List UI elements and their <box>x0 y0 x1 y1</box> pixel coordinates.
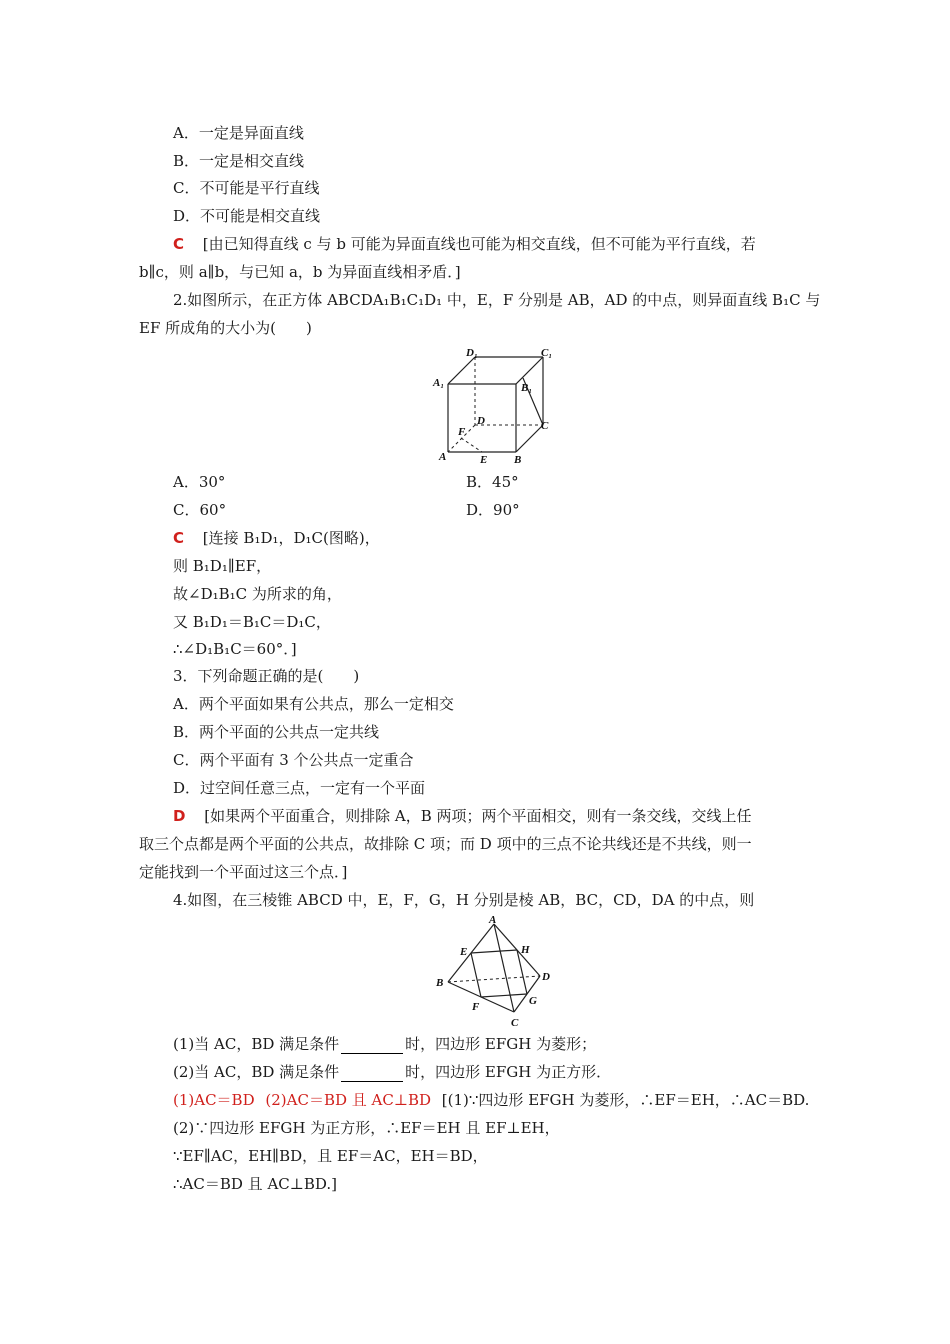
q2-explanation-3: 故∠D₁B₁C 为所求的角， <box>173 585 342 603</box>
q1-option-b: B．一定是相交直线 <box>173 152 305 170</box>
q4-sub2-pre: (2)当 AC，BD 满足条件 <box>173 1063 340 1081</box>
q2-stem-1: 2.如图所示，在正方体 ABCDA₁B₁C₁D₁ 中，E，F 分别是 AB，AD 的中点，则异面直线 B₁C 与 <box>173 291 821 309</box>
q2-option-a: A．30° <box>173 473 226 491</box>
q1-explanation-2: b∥c，则 a∥b，与已知 a，b 为异面直线相矛盾．] <box>139 263 461 281</box>
tetra-label-e: E <box>460 946 468 958</box>
tetra-label-g: G <box>529 995 537 1007</box>
q3-answer-letter: D <box>173 807 186 825</box>
q4-explanation-3: ∵EF∥AC，EH∥BD，且 EF＝AC，EH＝BD， <box>173 1147 488 1165</box>
q2-option-b: B．45° <box>466 473 519 491</box>
tetra-label-f: F <box>472 1001 480 1013</box>
q1-answer <box>173 234 756 254</box>
cube-label-d: D <box>477 415 485 427</box>
q3-option-c: C．两个平面有 3 个公共点一定重合 <box>173 751 414 769</box>
cube-label-a: A <box>439 451 447 463</box>
cube-figure <box>428 344 558 466</box>
q4-stem: 4.如图，在三棱锥 ABCD 中，E，F，G，H 分别是棱 AB，BC，CD，DA 的中点，则 <box>173 891 755 909</box>
q4-answer-1: (1)AC＝BD <box>173 1091 255 1109</box>
tetrahedron-figure <box>432 914 562 1030</box>
cube-label-f: F <box>458 426 466 438</box>
tetra-label-b: B <box>436 977 444 989</box>
q4-explanation-1: [(1)∵四边形 EFGH 为菱形，∴EF＝EH，∴AC＝BD. <box>441 1091 810 1109</box>
q2-explanation-4: 又 B₁D₁＝B₁C＝D₁C， <box>173 613 331 631</box>
q4-sub2-post: 时，四边形 EFGH 为正方形． <box>405 1063 612 1081</box>
q3-option-a: A．两个平面如果有公共点，那么一定相交 <box>173 695 454 713</box>
q4-answer-2: (2)AC＝BD 且 AC⊥BD <box>265 1091 431 1109</box>
q2-stem-2: EF 所成角的大小为( ) <box>139 319 312 337</box>
q2-answer-letter: C <box>173 529 185 547</box>
q2-explanation-1: [连接 B₁D₁，D₁C(图略)， <box>202 529 380 547</box>
q3-explanation-2: 取三个点都是两个平面的公共点，故排除 C 项；而 D 项中的三点不论共线还是不共线，则一 <box>139 835 752 853</box>
q3-explanation-1: [如果两个平面重合，则排除 A，B 两项；两个平面相交，则有一条交线，交线上任 <box>204 807 752 825</box>
q3-option-b: B．两个平面的公共点一定共线 <box>173 723 380 741</box>
cube-label-d1: D₁ <box>466 347 478 359</box>
q3-explanation-3: 定能找到一个平面过这三个点．] <box>139 863 348 881</box>
q4-sub1-post: 时，四边形 EFGH 为菱形； <box>405 1035 597 1053</box>
cube-label-a1: A₁ <box>433 377 445 389</box>
tetra-label-c: C <box>511 1017 519 1029</box>
q2-option-c: C．60° <box>173 501 227 519</box>
q4-sub1 <box>173 1034 596 1054</box>
q4-explanation-2: (2)∵四边形 EFGH 为正方形，∴EF＝EH 且 EF⊥EH， <box>173 1119 560 1137</box>
q4-explanation-4: ∴AC＝BD 且 AC⊥BD.] <box>173 1175 337 1193</box>
cube-label-b: B <box>514 454 522 466</box>
q3-answer <box>173 806 751 826</box>
q4-sub2-blank <box>341 1067 403 1082</box>
q1-explanation-1: [由已知得直线 c 与 b 可能为异面直线也可能为相交直线，但不可能为平行直线，若 <box>202 235 756 253</box>
q1-answer-letter: C <box>173 235 185 253</box>
q4-answer <box>173 1090 809 1110</box>
q1-option-c: C．不可能是平行直线 <box>173 179 320 197</box>
tetra-label-h: H <box>521 944 530 956</box>
tetra-label-a: A <box>489 914 497 926</box>
cube-label-e: E <box>480 454 488 466</box>
q3-option-d: D．过空间任意三点，一定有一个平面 <box>173 779 426 797</box>
q4-sub1-pre: (1)当 AC，BD 满足条件 <box>173 1035 340 1053</box>
q4-sub2 <box>173 1062 611 1082</box>
q2-explanation-5: ∴∠D₁B₁C＝60°．] <box>173 640 297 658</box>
cube-label-c1: C₁ <box>541 347 553 359</box>
q1-option-a: A．一定是异面直线 <box>173 124 304 142</box>
cube-label-c: C <box>541 420 549 432</box>
cube-label-b1: B₁ <box>521 382 533 394</box>
q2-explanation-2: 则 B₁D₁∥EF， <box>173 557 272 575</box>
q2-answer <box>173 528 380 548</box>
q1-option-d: D．不可能是相交直线 <box>173 207 321 225</box>
q3-stem: 3．下列命题正确的是( ) <box>173 667 360 685</box>
q2-option-d: D．90° <box>466 501 520 519</box>
q4-sub1-blank <box>341 1039 403 1054</box>
tetra-label-d: D <box>542 971 550 983</box>
